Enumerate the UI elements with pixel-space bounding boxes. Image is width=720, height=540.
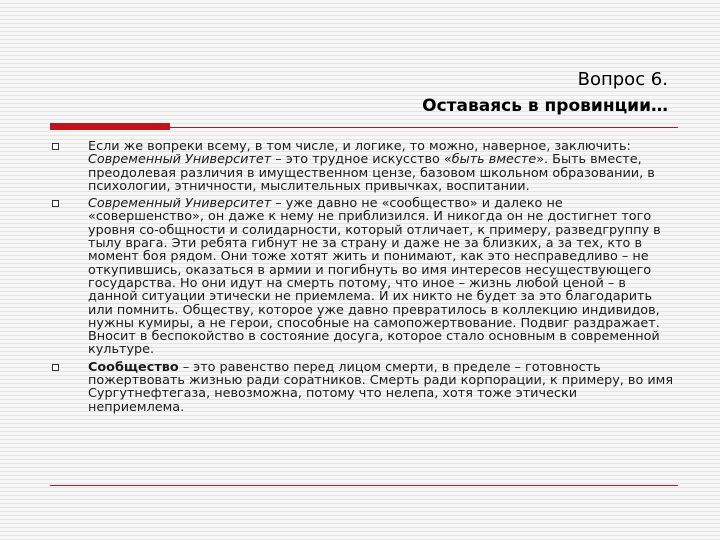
item-text: Сообщество – это равенство перед лицом смерти, в пределе – готовность пожертвовать жизнью ради соратников. Смерть ради корпорации, к примеру, во имя Сургутнефтегаза, невозможна, потому что нелепа, хотя тоже этически неприемлема. [88,359,674,415]
list-item [52,140,674,193]
square-bullet-icon [52,143,59,150]
list-item [52,197,674,357]
square-bullet-icon [52,364,59,371]
item-text: Современный Университет – уже давно не «сообщество» и далеко не «совершенство», он даже к нему не приблизился. И никогда он не достигнет того уровня со-общности и солидарности, который отличает, к примеру, разведгруппу в тылу врага. Эти ребята гибнут не за страну и даже не за близких, а за тех, кто в момент боя рядом. Они тоже хотят жить и понимают, как это несправедливо – не откупившись, оказаться в армии и погибнуть во имя интересов несуществующего государства. Но они идут на смерть потому, что иное – жизнь любой ценой – в данной ситуации этически не приемлема. И их никто не будет за это благодарить или помнить. Обществу, которое уже давно превратилось в коллекцию индивидов, нужны кумиры, а не герои, способные на самопожертвование. Подвиг раздражает. Вносит в беспокойство в состояние досуга, которое стало основным в современной культуре. [88,196,661,358]
question-number: Вопрос 6. [577,69,668,90]
title-block [422,68,668,118]
square-bullet-icon [52,200,59,207]
bottom-divider [50,485,678,486]
slide-title: Оставаясь в провинции… [422,96,668,116]
item-text: Если же вопреки всему, в том числе, и логике, то можно, наверное, заключить: Современный Университет – это трудное искусство «быть вместе». Быть вместе, преодолевая различия в имущественном цензе, базовом школьном образовании, в психологии, этничности, мыслительных привычках, воспитании. [88,139,655,194]
bullet-list [52,140,674,414]
accent-bar [50,123,170,130]
top-divider [170,127,678,128]
list-item [52,361,674,414]
